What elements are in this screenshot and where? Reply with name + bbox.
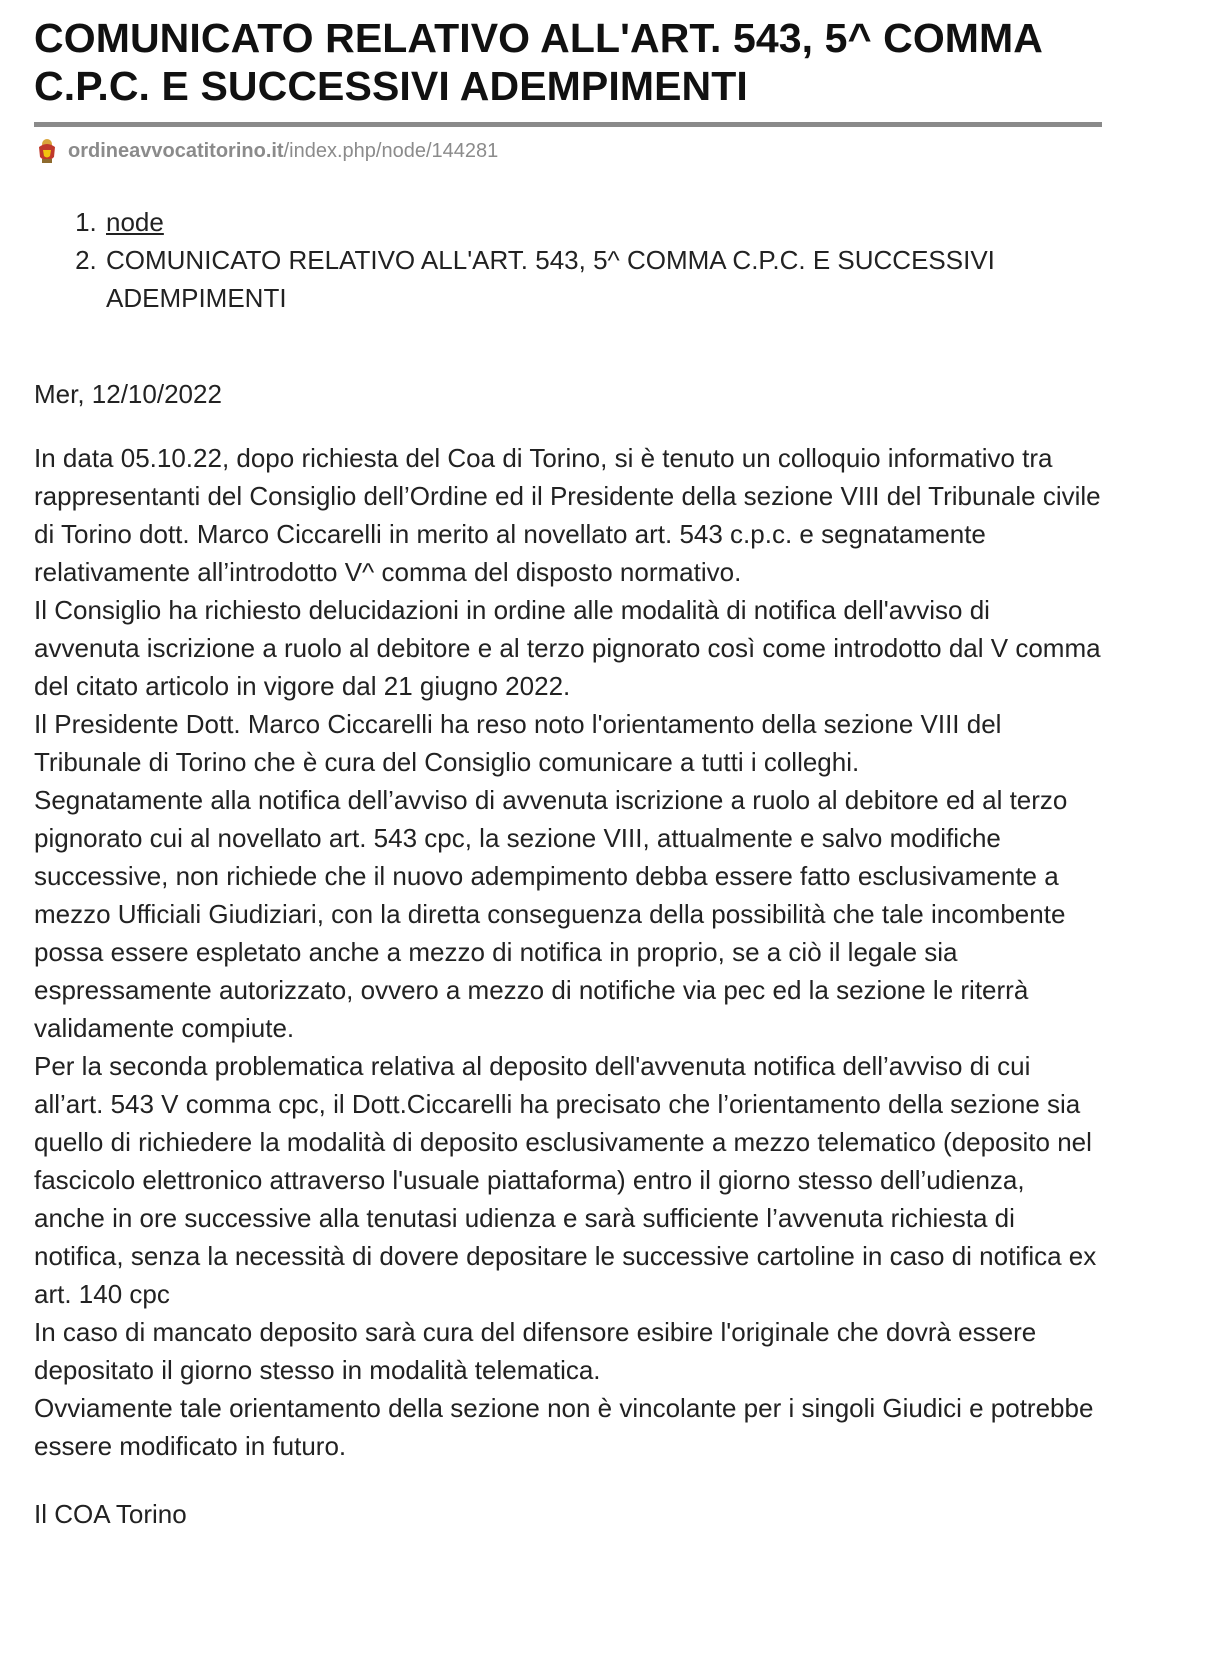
breadcrumb-item: 2. COMUNICATO RELATIVO ALL'ART. 543, 5^ COMMA C.P.C. E SUCCESSIVI ADEMPIMENTI <box>104 241 1101 317</box>
page-title: COMUNICATO RELATIVO ALL'ART. 543, 5^ COMMA C.P.C. E SUCCESSIVI ADEMPIMENTI <box>34 15 1042 109</box>
source-domain: ordineavvocatitorino.it <box>68 139 284 162</box>
coat-of-arms-icon <box>34 137 60 165</box>
body-paragraph: In data 05.10.22, dopo richiesta del Coa di Torino, si è tenuto un colloquio informativo tra rappresentanti del Consiglio dell’Ordine ed il Presidente della sezione VIII del Tribunale civile di Torino dott. Marco Ciccarelli in merito al novellato art. 543 c.p.c. e segnatamente relativamente all’introdotto V^ comma del disposto normativo. <box>34 443 1101 587</box>
body-paragraph: Il Presidente Dott. Marco Ciccarelli ha reso noto l'orientamento della sezione VIII del Tribunale di Torino che è cura del Consiglio comunicare a tutti i colleghi. <box>34 709 1002 777</box>
title-divider <box>34 122 1102 127</box>
source-line <box>34 137 1101 165</box>
publication-date: Mer, 12/10/2022 <box>34 379 222 409</box>
signature: Il COA Torino <box>34 1499 187 1529</box>
body-paragraph: Ovviamente tale orientamento della sezione non è vincolante per i singoli Giudici e potrebbe essere modificato in futuro. <box>34 1393 1094 1461</box>
breadcrumb-link-node[interactable]: node <box>106 207 164 237</box>
breadcrumb <box>34 203 1101 317</box>
body-paragraph: Il Consiglio ha richiesto delucidazioni in ordine alle modalità di notifica dell'avviso di avvenuta iscrizione a ruolo al debitore e al terzo pignorato così come introdotto dal V comma del citato articolo in vigore dal 21 giugno 2022. <box>34 595 1101 701</box>
body-paragraph: Segnatamente alla notifica dell’avviso di avvenuta iscrizione a ruolo al debitore ed al terzo pignorato cui al novellato art. 543 cpc, la sezione VIII, attualmente e salvo modifiche successive, non richiede che il nuovo adempimento debba essere fatto esclusivamente a mezzo Ufficiali Giudiziari, con la diretta conseguenza della possibilità che tale incombente possa essere espletato anche a mezzo di notifica in proprio, se a ciò il legale sia espressamente autorizzato, ovvero a mezzo di notifiche via pec ed la sezione le riterrà validamente compiute. <box>34 785 1068 1043</box>
body-paragraph: Per la seconda problematica relativa al deposito dell'avvenuta notifica dell’avviso di cui all’art. 543 V comma cpc, il Dott.Ciccarelli ha precisato che l’orientamento della sezione sia quello di richiedere la modalità di deposito esclusivamente a mezzo telematico (deposito nel fascicolo elettronico attraverso l'usuale piattaforma) entro il giorno stesso dell’udienza, anche in ore successive alla tenutasi udienza e sarà sufficiente l’avvenuta richiesta di notifica, senza la necessità di dovere depositare le successive cartoline in caso di notifica ex art. 140 cpc <box>34 1051 1097 1309</box>
article-body <box>34 439 1101 1465</box>
body-paragraph: In caso di mancato deposito sarà cura del difensore esibire l'originale che dovrà essere depositato il giorno stesso in modalità telematica. <box>34 1317 1037 1385</box>
breadcrumb-item <box>104 203 1101 241</box>
source-path: /index.php/node/144281 <box>283 139 499 162</box>
